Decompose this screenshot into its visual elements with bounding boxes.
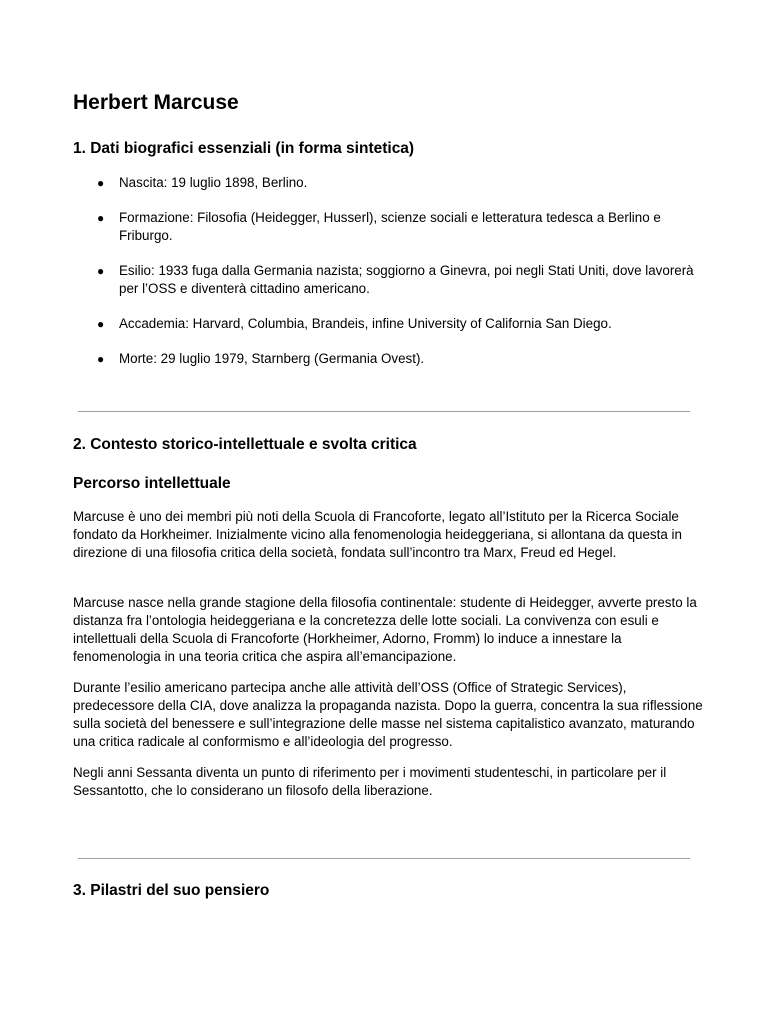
section-divider [78,411,690,412]
list-item-text: Nascita: 19 luglio 1898, Berlino. [119,175,308,190]
section-1-heading: 1. Dati biografici essenziali (in forma sintetica) [73,140,415,157]
biography-list [73,174,703,385]
list-item [73,209,703,245]
list-item [73,174,703,192]
list-item-text: Accademia: Harvard, Columbia, Brandeis, infine University of California San Diego. [119,316,612,331]
list-item [73,315,703,333]
bullet-icon: ● [97,211,105,225]
list-item-text: Esilio: 1933 fuga dalla Germania nazista; soggiorno a Ginevra, poi negli Stati Uniti, dove lavorerà per l’OSS e diventerà cittadino americano. [119,263,694,296]
paragraph: Marcuse è uno dei membri più noti della Scuola di Francoforte, legato all’Istituto per la Ricerca Sociale fondato da Horkheimer. Inizialmente vicino alla fenomenologia heideggeriana, si allontana da questa in direzione di una filosofia critica della società, fondata sull’incontro tra Marx, Freud ed Hegel. [73,509,682,560]
list-item [73,262,703,298]
section-3-heading: 3. Pilastri del suo pensiero [73,882,270,899]
list-item [73,350,703,368]
list-item-text: Morte: 29 luglio 1979, Starnberg (Germania Ovest). [119,351,425,366]
bullet-icon: ● [97,264,105,278]
bullet-icon: ● [97,317,105,331]
document-title: Herbert Marcuse [73,91,239,114]
paragraph: Marcuse nasce nella grande stagione della filosofia continentale: studente di Heidegger, avverte presto la distanza fra l’ontologia heideggeriana e la concretezza delle lotte sociali. La convivenza con esuli e intellettuali della Scuola di Francoforte (Horkheimer, Adorno, Fromm) lo induce a innestare la fenomenologia in una teoria critica che aspira all’emancipazione. [73,595,697,664]
paragraph: Negli anni Sessanta diventa un punto di riferimento per i movimenti studenteschi, in particolare per il Sessantotto, che lo considerano un filosofo della liberazione. [73,765,667,798]
bullet-icon: ● [97,352,105,366]
section-2-heading: 2. Contesto storico-intellettuale e svolta critica [73,436,417,453]
list-item-text: Formazione: Filosofia (Heidegger, Husserl), scienze sociali e letteratura tedesca a Berlino e Friburgo. [119,210,661,243]
section-divider [78,858,690,859]
bullet-icon: ● [97,176,105,190]
section-2-subheading: Percorso intellettuale [73,475,231,492]
paragraph: Durante l’esilio americano partecipa anche alle attività dell’OSS (Office of Strategic Services), predecessore della CIA, dove analizza la propaganda nazista. Dopo la guerra, concentra la sua riflessione sulla società del benessere e sull’integrazione delle masse nel sistema capitalistico avanzato, maturando una critica radicale al conformismo e all’ideologia del progresso. [73,680,703,749]
